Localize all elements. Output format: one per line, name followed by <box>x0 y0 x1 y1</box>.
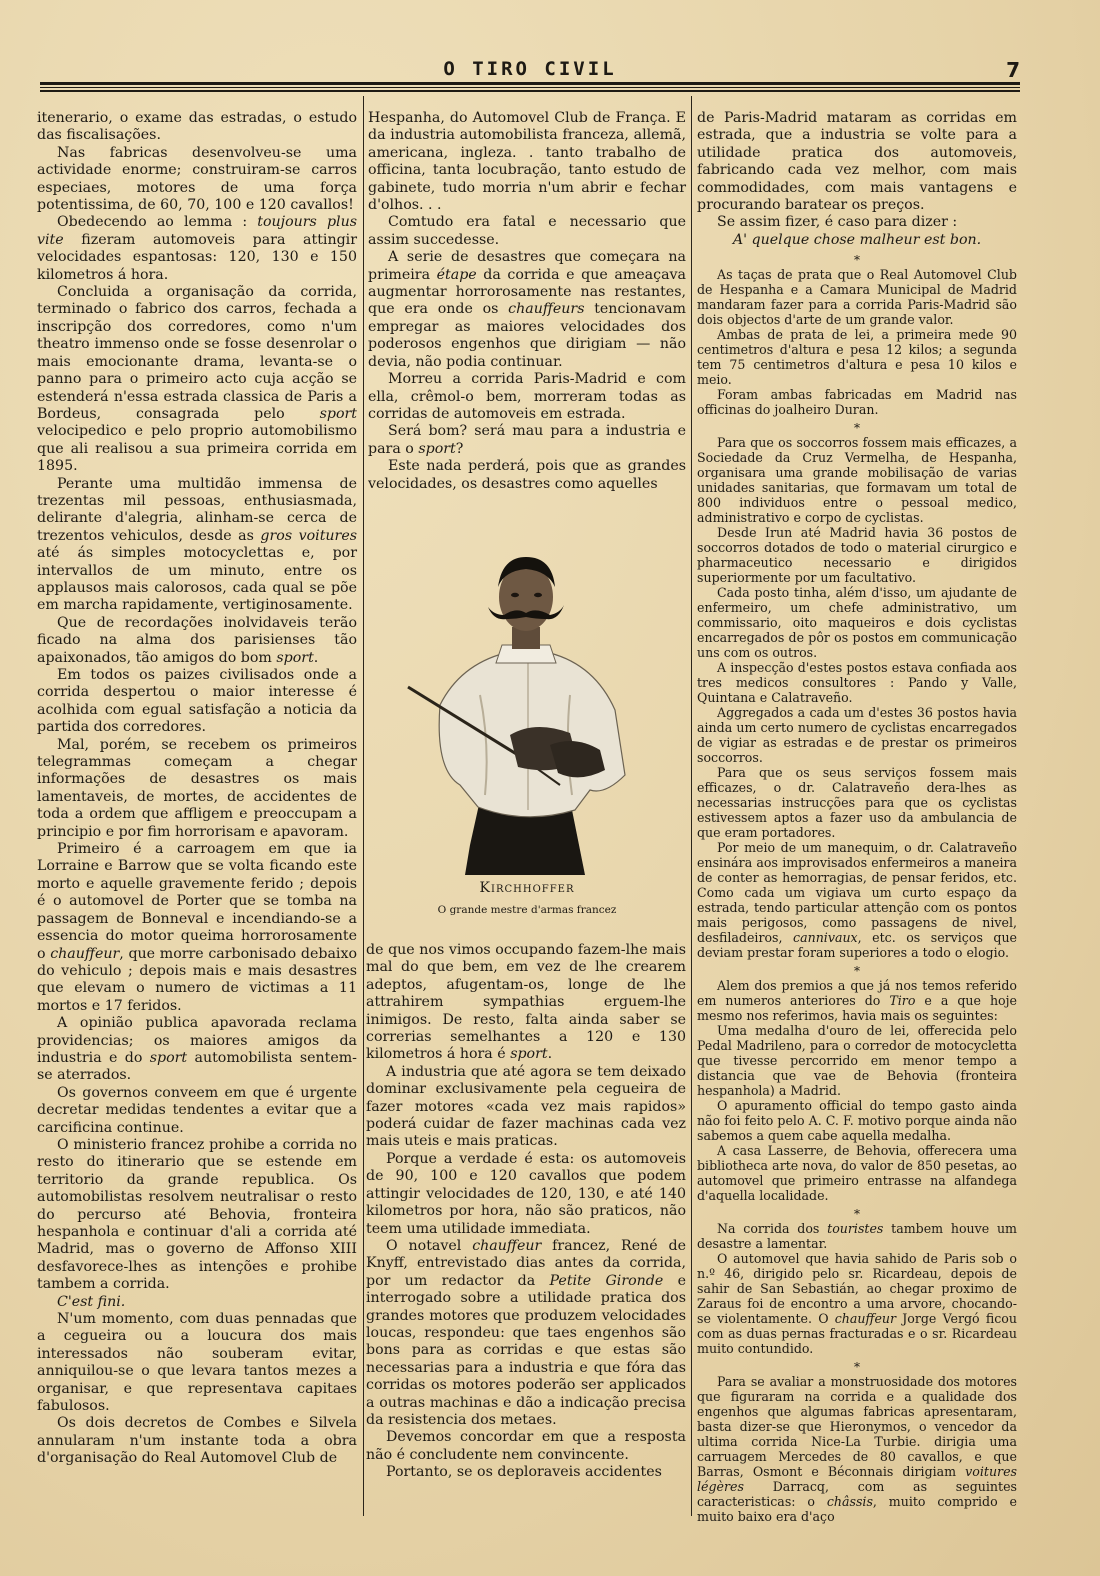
paragraph: A inspecção d'estes postos estava confiada aos tres medicos consultores : Pando y Valle, Quintana e Calatraveño. <box>697 660 1017 706</box>
paragraph: Porque a verdade é esta: os automoveis de 90, 100 e 120 cavallos que podem attingir velocidades de 120, 130, e até 140 kilometros por hora, não são praticos, não teem uma utilidade immediata. <box>366 1150 686 1237</box>
paragraph: Nas fabricas desenvolveu-se uma actividade enorme; construiram-se carros especiaes, motores de uma força potentissima, de 60, 70, 100 e 120 cavallos! <box>37 144 357 214</box>
paragraph: A opinião publica apavorada reclama providencias; os maiores amigos da industria e do sport automobilista sentem-se aterrados. <box>37 1015 357 1084</box>
paragraph: Foram ambas fabricadas em Madrid nas officinas do joalheiro Duran. <box>697 387 1017 418</box>
page-number: 7 <box>1006 58 1020 82</box>
column-divider <box>363 96 364 1516</box>
paragraph: Obedecendo ao lemma : toujours plus vite fizeram automoveis para attingir velocidades espantosas: 120, 130 e 150 kilometros á hora. <box>37 214 357 283</box>
paragraph: Devemos concordar em que a resposta não é concludente nem convincente. <box>366 1429 686 1463</box>
article-column-3 <box>697 110 1017 1530</box>
paragraph: Por meio de um manequim, o dr. Calatraveño ensinára aos improvisados enfermeiros a maneira de conter as hemorragias, de pensar feridos, etc. Como cada um vigiava um curto espaço da estrada, tendo particular attenção com os pontos mais perigosos, como passagens de nivel, desfiladeiros, cannivaux, etc. os serviços que deviam prestar foram superiores a todo o elogio. <box>697 840 1018 961</box>
paragraph: Alem dos premios a que já nos temos referido em numeros anteriores do Tiro e a que hoje mesmo nos referimos, havia mais os seguintes: <box>697 978 1017 1024</box>
paragraph: O notavel chauffeur francez, René de Knyff, entrevistado dias antes da corrida, por um redactor da Petite Gironde e interrogado sobre a utilidade pratica dos grandes motores que produzem velocidades loucas, respondeu: que taes engenhos são bons para as corridas e que estas são necessarias para a industria e que fóra das corridas os motores poderão ser applicados a outras machinas e dão a indicação precisa da resistencia dos metaes. <box>366 1237 687 1428</box>
quotation: A' quelque chose malheur est bon. <box>732 231 982 248</box>
paragraph: Ambas de prata de lei, a primeira mede 90 centimetros d'altura e pesa 12 kilos; a segunda tem 75 centimetros d'altura e pesa 10 kilos e meio. <box>697 327 1017 388</box>
figure-caption-name: Kirchhoffer <box>479 880 575 896</box>
paragraph: de Paris-Madrid mataram as corridas em estrada, que a industria se volte para a utilidade pratica dos automoveis, fabricando cada vez melhor, com mais commodidades, com mais vantagens e procurando baratear os preços. <box>697 110 1017 214</box>
figure-caption: O grande mestre d'armas francez <box>437 904 617 916</box>
page-header <box>40 54 1020 94</box>
header-rule <box>40 90 1020 92</box>
header-rule <box>40 82 1020 85</box>
paragraph: Comtudo era fatal e necessario que assim succedesse. <box>368 214 686 248</box>
paragraph: Os governos conveem em que é urgente decretar medidas tendentes a evitar que a carcificina continue. <box>37 1084 357 1136</box>
paragraph: Mal, porém, se recebem os primeiros telegrammas começam a chegar informações de desastres os mais lamentaveis, de mortes, de accidentes de toda a ordem que affligem e preoccupam a principio e por fim horrorisam e apavoram. <box>37 736 357 840</box>
paragraph: Hespanha, do Automovel Club de França. E da industria automobilista franceza, allemã, americana, ingleza. . tanto trabalho de officina, tanta locubração, tanto estudo de gabinete, tudo morria n'um abrir e fechar d'olhos. . . <box>368 110 686 214</box>
paragraph: Os dois decretos de Combes e Silvela annularam n'um instante toda a obra d'organisação do Real Automovel Club de <box>37 1415 357 1467</box>
article-column-1 <box>37 110 357 1530</box>
paragraph: Morreu a corrida Paris-Madrid e com ella, crêmol-o bem, morreram todas as corridas de automoveis em estrada. <box>368 371 686 422</box>
portrait-photo <box>400 545 650 875</box>
paragraph: O apuramento official do tempo gasto ainda não foi feito pelo A. C. F. motivo porque ainda não sabemos a quem cabe aquella medalha. <box>697 1098 1017 1144</box>
paragraph: Será bom? será mau para a industria e para o sport? <box>368 423 686 457</box>
paragraph: Para que os seus serviços fossem mais efficazes, o dr. Calatraveño dera-lhes as necessarias instrucções para que os cyclistas estivessem aptos a fazer uso da ambulancia de que eram portadores. <box>697 765 1017 841</box>
paragraph: Concluida a organisação da corrida, terminado o fabrico dos carros, fechada a inscripção dos corredores, como n'um theatro immenso onde se fosse desenrolar o mais emocionante drama, levanta-se o panno para o primeiro acto cuja acção se estenderá n'essa estrada classica de Paris a Bordeus, consagrada pelo sport velocipedico e pelo proprio automobilismo que ali realisou a sua primeira corrida em 1895. <box>37 284 357 475</box>
paragraph: Portanto, se os deploraveis accidentes <box>386 1464 662 1481</box>
paragraph: Uma medalha d'ouro de lei, offerecida pelo Pedal Madrileno, para o corredor de motocycletta que tivesse percorrido em menor tempo a distancia que vae de Behovia (fronteira hespanhola) a Madrid. <box>697 1023 1017 1099</box>
paragraph: de que nos vimos occupando fazem-lhe mais mal do que bem, em vez de lhe crearem adeptos, afugentam-os, longe de lhe attrahirem sympathias erguem-lhe inimigos. De resto, falta ainda saber se correrias semelhantes a 120 e 130 kilometros á hora é sport. <box>366 942 686 1063</box>
paragraph: O automovel que havia sahido de Paris sob o n.º 46, dirigido pelo sr. Ricardeau, depois de sahir de San Sebastián, ao chegar proximo de Zaraus foi de encontro a uma arvore, chocando-se violentamente. O chauffeur Jorge Vergó ficou com as duas pernas fracturadas e o sr. Ricardeau muito contundido. <box>697 1251 1017 1357</box>
paragraph: Para se avaliar a monstruosidade dos motores que figuraram na corrida e a qualidade dos engenhos que algumas fabricas apresentaram, basta dizer-se que Hieronymos, o vencedor da ultima corrida Nice-La Turbie. dirigia uma carruagem Mercedes de 80 cavallos, e que Barras, Osmont e Béconnais dirigiam voitures légères Darracq, com as seguintes caracteristicas: o châssis, muito comprido e muito baixo era d'aço <box>697 1374 1017 1525</box>
paragraph: A serie de desastres que começara na primeira étape da corrida e que ameaçava augmentar horrorosamente nas restantes, que era onde os chauffeurs tencionavam empregar as maiores velocidades dos poderosos engenhos que dirigiam — não devia, não podia continuar. <box>368 249 687 370</box>
column-divider <box>691 96 692 1516</box>
paragraph: As taças de prata que o Real Automovel Club de Hespanha e a Camara Municipal de Madrid mandaram fazer para a corrida Paris-Madrid são dois objectos d'arte de um grande valor. <box>697 267 1017 328</box>
paragraph: Este nada perderá, pois que as grandes velocidades, os desastres como aquelles <box>368 458 686 492</box>
paragraph: A casa Lasserre, de Behovia, offerecera uma bibliotheca arte nova, do valor de 850 pesetas, ao automovel que primeiro entrasse na alfandega d'aquella localidade. <box>697 1143 1017 1204</box>
masthead-title: O TIRO CIVIL <box>443 58 617 80</box>
paragraph: Na corrida dos touristes tambem houve um desastre a lamentar. <box>697 1221 1018 1252</box>
paragraph: N'um momento, com duas pennadas que a cegueira ou a loucura dos mais interessados não souberam evitar, anniquilou-se o que levara tantos mezes a organisar, e que representava capitaes fabulosos. <box>37 1311 357 1415</box>
article-column-2-continued <box>366 942 686 1502</box>
paragraph: Aggregados a cada um d'estes 36 postos havia ainda um certo numero de cyclistas encarregados de vigiar as estradas e de prestar os primeiros soccorros. <box>697 705 1017 766</box>
paragraph: Cada posto tinha, além d'isso, um ajudante de enfermeiro, um chefe administrativo, um commissario, oito maqueiros e dois cyclistas encarregados de pôr os postos em communicação uns com os outros. <box>697 585 1017 661</box>
paragraph: Perante uma multidão immensa de trezentas mil pessoas, enthusiasmada, delirante d'alegria, alinham-se cerca de trezentos vehiculos, desde as gros voitures até ás simples motocyclettas e, por intervallos de um minuto, entre os applausos mais calorosos, cada qual se põe em marcha rapidamente, vertiginosamente. <box>37 475 357 614</box>
paragraph: Para que os soccorros fossem mais efficazes, a Sociedade da Cruz Vermelha, de Hespanha, organisara uma grande mobilisação de varias unidades sanitarias, que formavam um total de 800 individuos entre o pessoal medico, administrativo e corpo de cyclistas. <box>697 435 1017 526</box>
paragraph: O ministerio francez prohibe a corrida no resto do itinerario que se estende em territorio da grande republica. Os automobilistas resolvem neutralisar o resto do percurso até Behovia, fronteira hespanhola e continuar d'ali a corrida até Madrid, mas o governo de Affonso XIII desfavorece-lhes as intenções e prohibe tambem a corrida. <box>37 1136 357 1293</box>
paragraph: itenerario, o exame das estradas, o estudo das fiscalisações. <box>37 110 357 144</box>
section-separator: * <box>854 1360 860 1375</box>
section-separator: * <box>854 1207 860 1222</box>
paragraph: Se assim fizer, é caso para dizer : <box>717 214 958 231</box>
section-separator: * <box>854 964 860 979</box>
header-rule <box>40 87 1020 88</box>
paragraph: Primeiro é a carroagem em que ia Lorraine e Barrow que se volta ficando este morto e aquelle gravemente ferido ; depois é o automovel de Porter que se tomba na passagem de Bonneval e incendiando-se a essencia do motor queima horrorosamente o chauffeur, que morre carbonisado debaixo do vehiculo ; depois mais e mais desastres que elevam o numero de victimas a 11 mortos e 17 feridos. <box>37 841 357 1014</box>
paragraph: A industria que até agora se tem deixado dominar exclusivamente pela cegueira de fazer motores «cada vez mais rapidos» poderá cuidar de fazer machinas cada vez mais uteis e mais praticas. <box>366 1063 686 1150</box>
paragraph: Que de recordações inolvidaveis terão ficado na alma dos parisienses tão apaixonados, tão amigos do bom sport. <box>37 614 357 666</box>
article-column-2 <box>368 110 686 510</box>
paragraph: Desde Irun até Madrid havia 36 postos de soccorros dotados de todo o material cirurgico e pharmaceutico necessario e dirigidos superiormente por um facultativo. <box>697 525 1017 586</box>
section-separator: * <box>854 421 860 436</box>
paragraph: Em todos os paizes civilisados onde a corrida despertou o maior interesse é acolhida com egual satisfação a noticia da partida dos corredores. <box>37 667 357 736</box>
section-separator: * <box>854 253 860 268</box>
paragraph: C'est fini. <box>57 1293 126 1310</box>
